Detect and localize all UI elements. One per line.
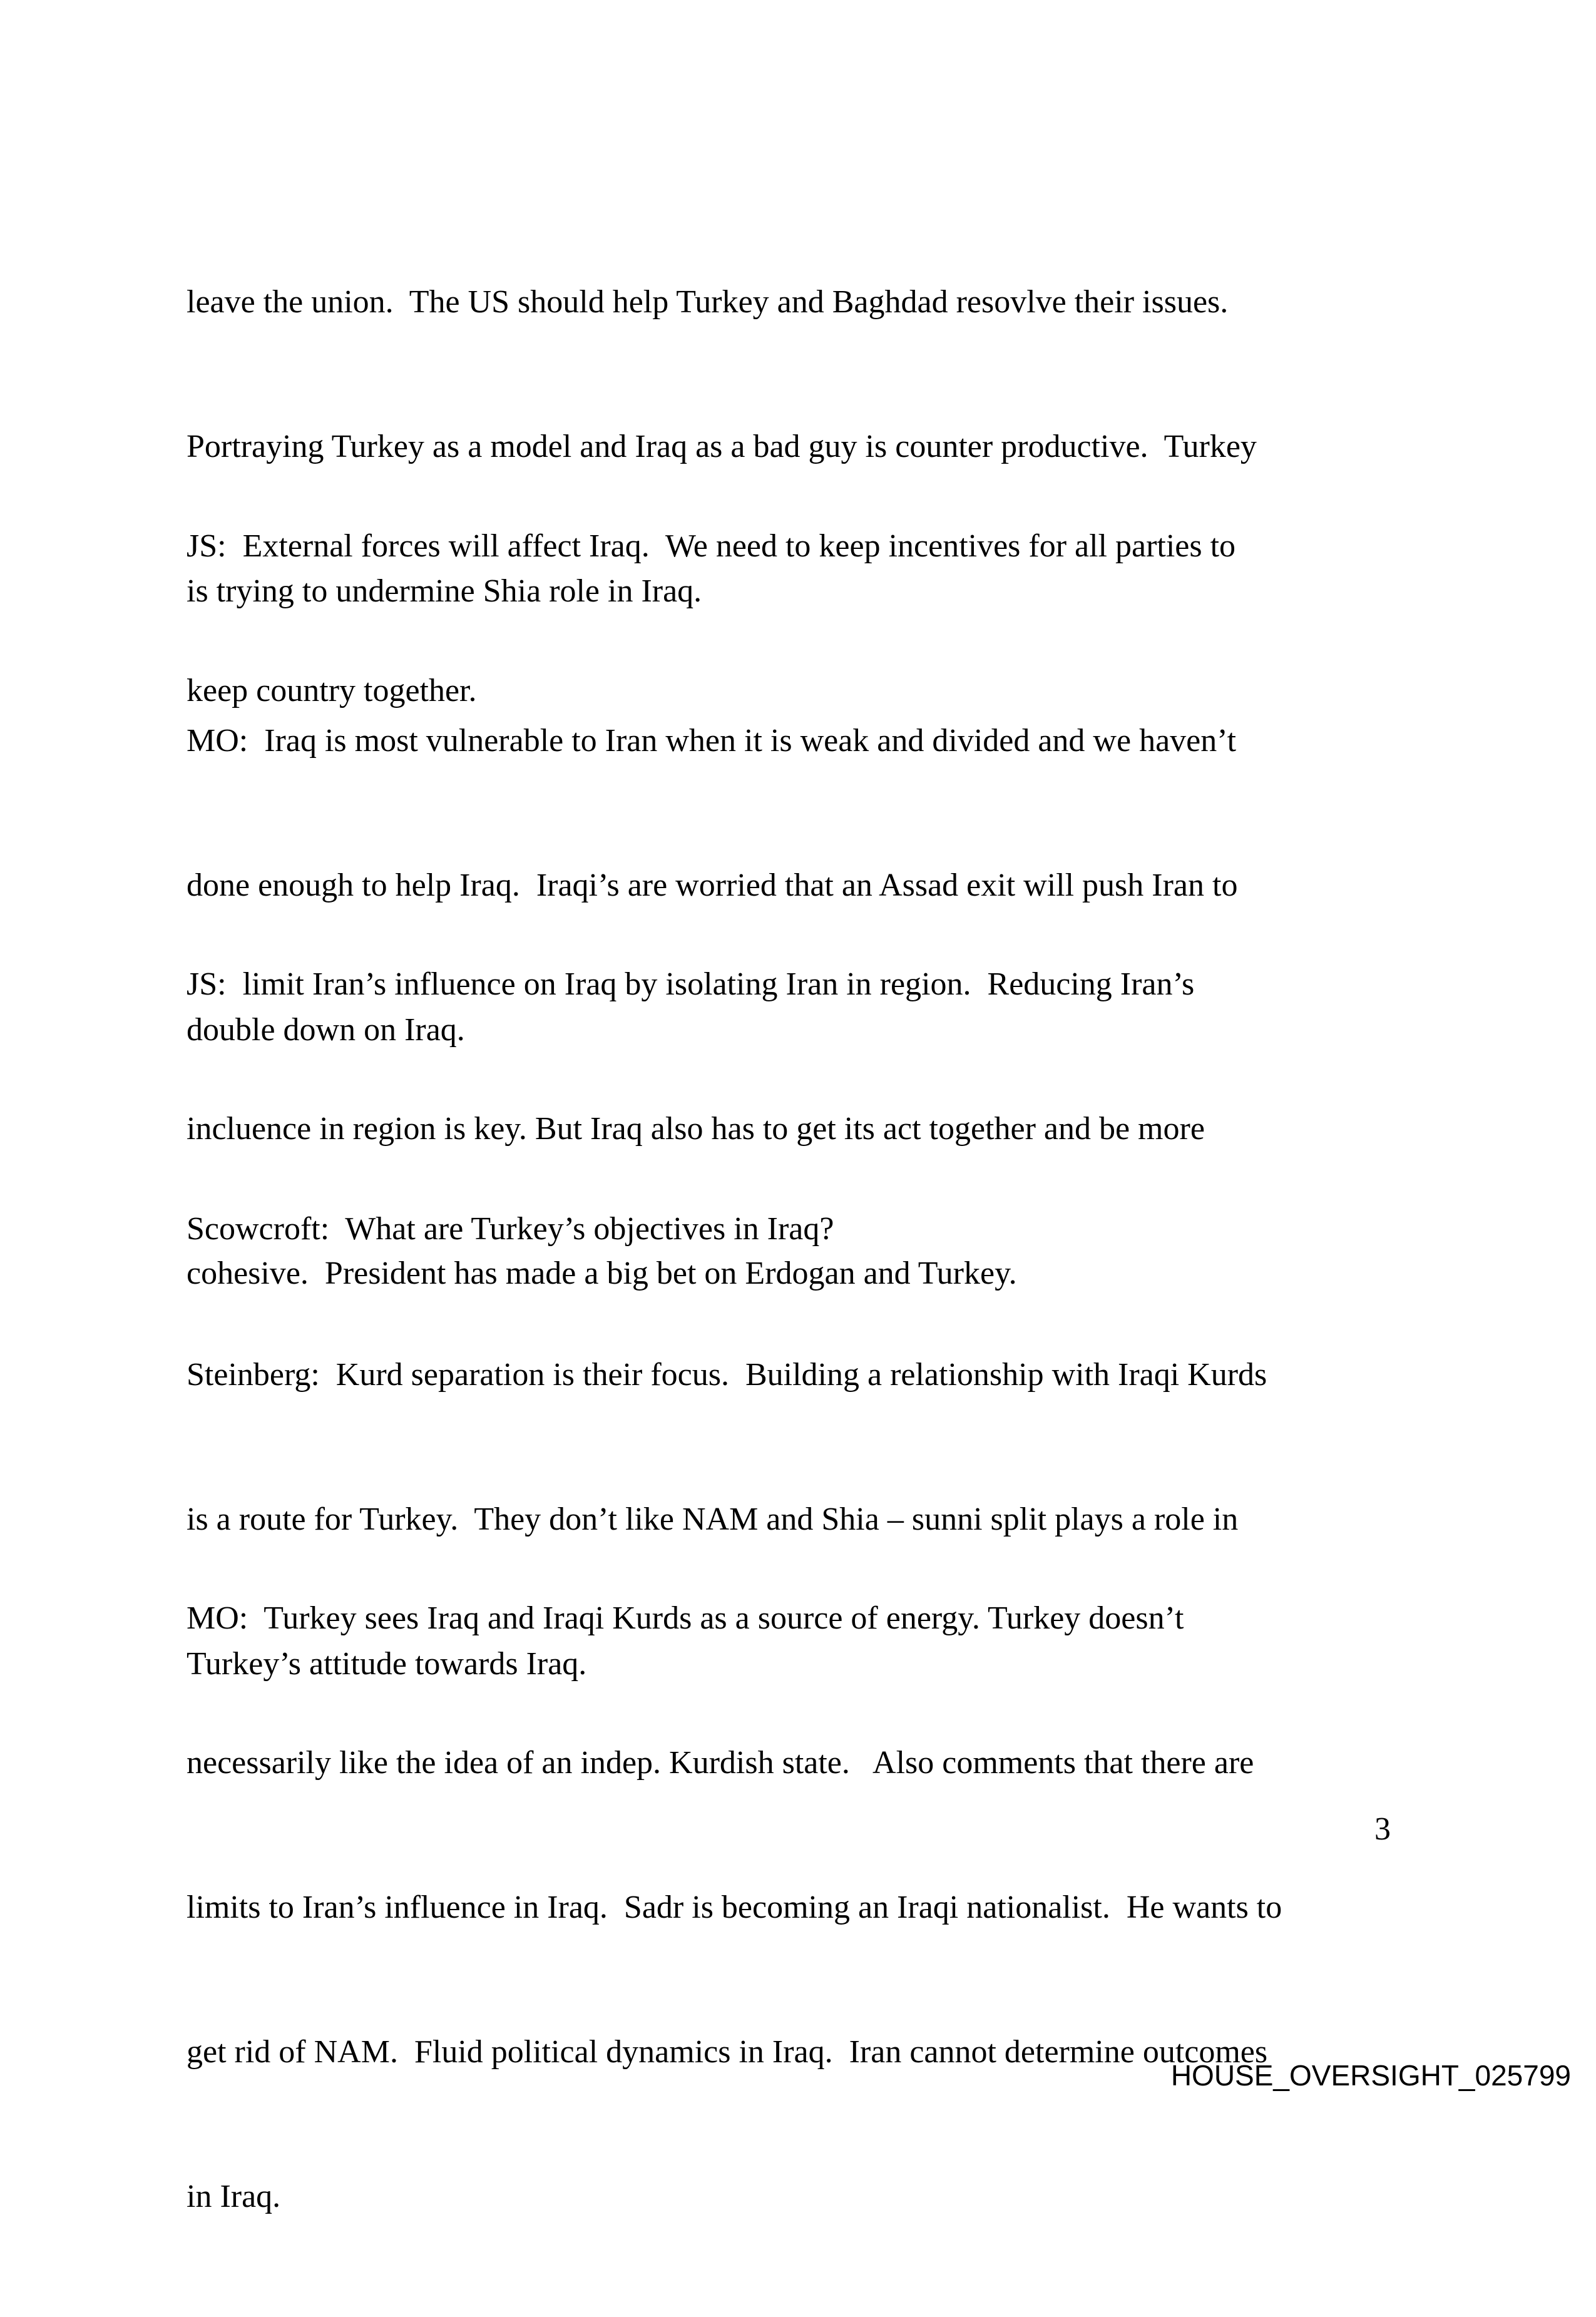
text-line: keep country together.	[187, 673, 477, 708]
text-line: JS: External forces will affect Iraq. We need to keep incentives for all parties to	[187, 528, 1236, 564]
text-line: Turkey’s attitude towards Iraq.	[187, 1646, 587, 1682]
text-line: in Iraq.	[187, 2179, 281, 2214]
text-line: get rid of NAM. Fluid political dynamics in Iraq. Iran cannot determine outcomes	[187, 2034, 1268, 2070]
paragraph-mo-turkey-energy	[187, 1498, 1413, 2317]
text-line: incluence in region is key. But Iraq also has to get its act together and be more	[187, 1111, 1205, 1147]
text-line: done enough to help Iraq. Iraqi’s are worried that an Assad exit will push Iran to	[187, 867, 1238, 903]
text-line: double down on Iraq.	[187, 1012, 465, 1048]
text-line: leave the union. The US should help Turkey and Baghdad resovlve their issues.	[187, 284, 1229, 320]
page-number: 3	[1374, 1811, 1391, 1847]
text-line: is a route for Turkey. They don’t like NAM and Shia – sunni split plays a role in	[187, 1501, 1239, 1537]
text-line: Steinberg: Kurd separation is their focus. Building a relationship with Iraqi Kurds	[187, 1357, 1267, 1393]
text-line: necessarily like the idea of an indep. Kurdish state. Also comments that there are	[187, 1745, 1254, 1781]
text-line: Portraying Turkey as a model and Iraq as a bad guy is counter productive. Turkey	[187, 429, 1257, 464]
text-line: is trying to undermine Shia role in Iraq.	[187, 573, 702, 609]
text-line: Scowcroft: What are Turkey’s objectives in Iraq?	[187, 1211, 834, 1247]
bates-stamp: HOUSE_OVERSIGHT_025799	[1170, 2059, 1571, 2092]
text-line: MO: Turkey sees Iraq and Iraqi Kurds as a source of energy. Turkey doesn’t	[187, 1600, 1184, 1636]
text-line: JS: limit Iran’s influence on Iraq by isolating Iran in region. Reducing Iran’s	[187, 966, 1195, 1002]
text-line: limits to Iran’s influence in Iraq. Sadr is becoming an Iraqi nationalist. He wants to	[187, 1890, 1282, 1925]
text-line: MO: Iraq is most vulnerable to Iran when it is weak and divided and we haven’t	[187, 723, 1237, 759]
text-line: cohesive. President has made a big bet on Erdogan and Turkey.	[187, 1256, 1017, 1291]
